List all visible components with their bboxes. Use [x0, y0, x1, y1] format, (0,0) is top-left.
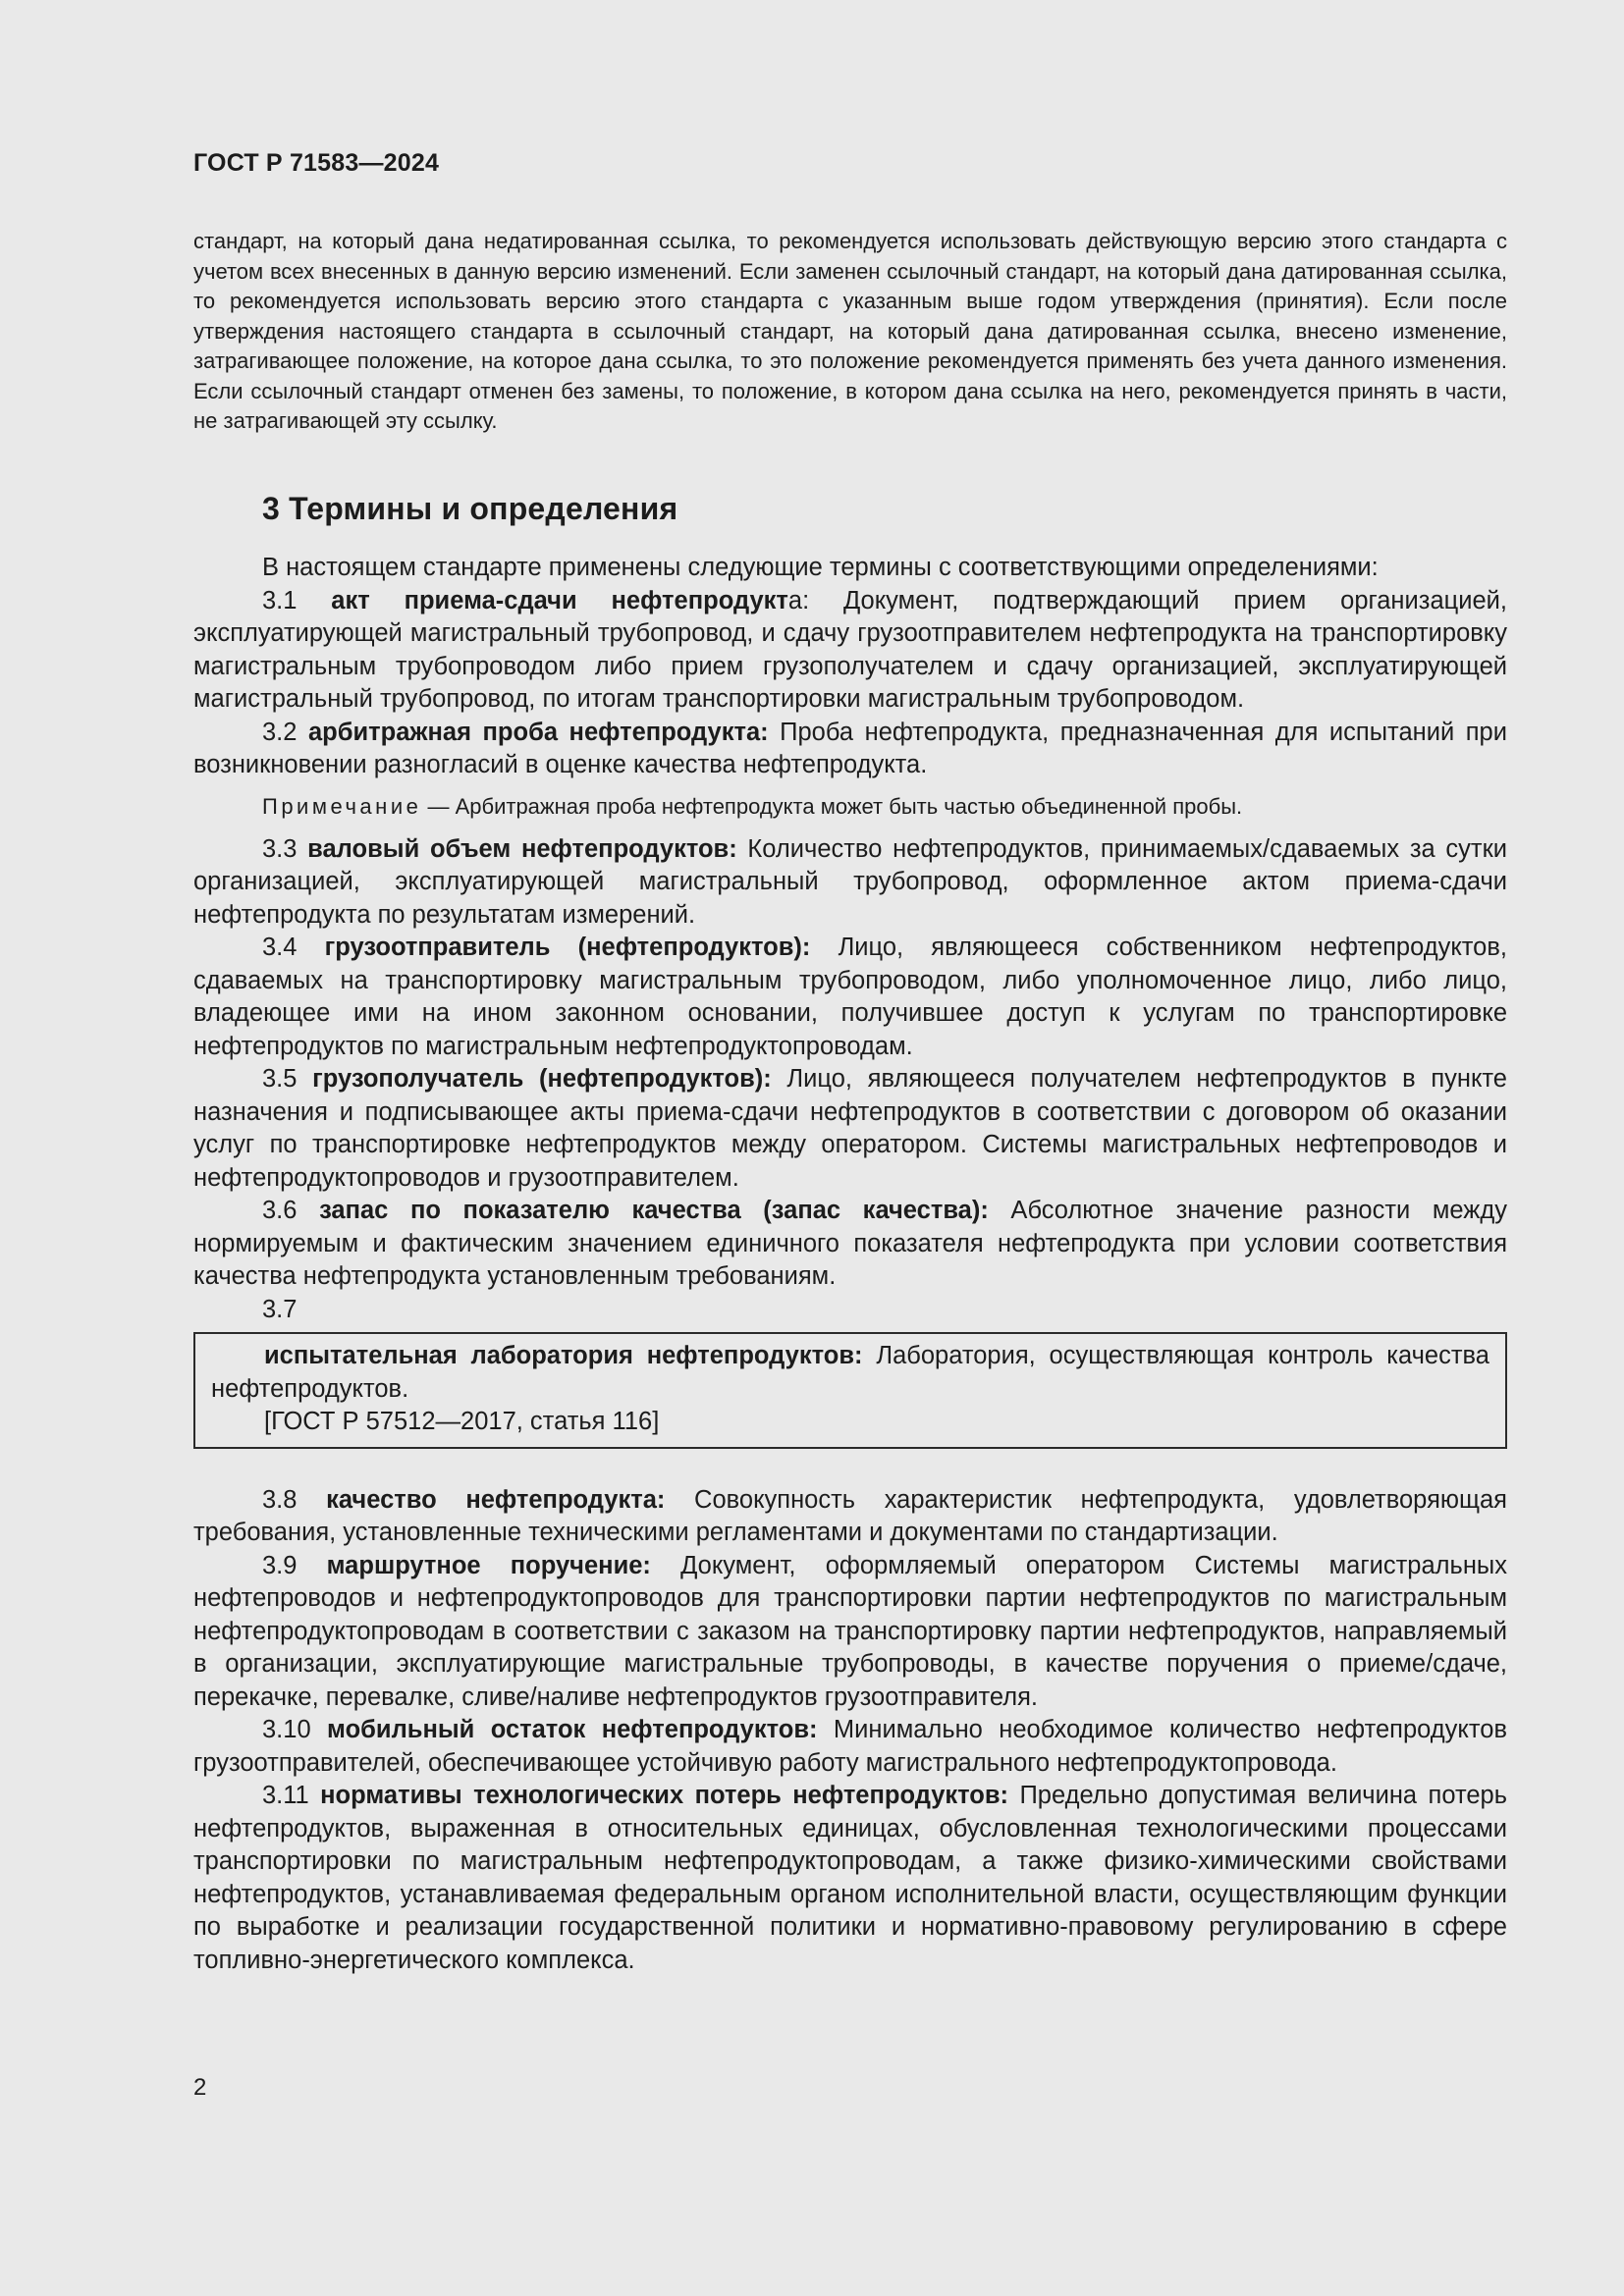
term-number: 3.1	[262, 586, 332, 614]
term-name: арбитражная проба нефтепродукта:	[308, 718, 769, 746]
term-definition: Абсолютное значение разности между нормируемым и фактическим значением единичного показателя нефтепродукта при условии соответствия качества нефтепродукта установленным требованиям.	[193, 1197, 1507, 1290]
term-3-7	[211, 1340, 1489, 1406]
term-3-8	[193, 1484, 1507, 1550]
page-number: 2	[193, 2074, 207, 2101]
term-3-9	[193, 1550, 1507, 1715]
term-definition: Минимально необходимое количество нефтепродуктов грузоотправителей, обеспечивающее устойчивую работу магистрального нефтепродуктопровода.	[193, 1716, 1507, 1777]
section-lead: В настоящем стандарте применены следующие термины с соответствующими определениями:	[262, 554, 1379, 581]
term-3-6	[193, 1195, 1507, 1294]
term-name: грузоотправитель (нефтепродуктов):	[324, 934, 811, 961]
term-number: 3.4	[262, 934, 325, 961]
term-number: 3.5	[262, 1065, 313, 1093]
term-name: грузополучатель (нефтепродуктов):	[312, 1065, 772, 1093]
term-name: запас по показателю качества (запас качества):	[319, 1197, 989, 1224]
intro-paragraph: стандарт, на который дана недатированная ссылка, то рекомендуется использовать действующую версию этого стандарта с учетом всех внесенных в данную версию изменений. Если заменен ссылочный стандарт, на который дана датированная ссылка, то рекомендуется использовать версию этого стандарта с указанным выше годом утверждения (принятия). Если после утверждения настоящего стандарта в ссылочный стандарт, на который дана датированная ссылка, внесено изменение, затрагивающее положение, на которое дана ссылка, то это положение рекомендуется применять без учета данного изменения. Если ссылочный стандарт отменен без замены, то положение, в котором дана ссылка на него, рекомендуется принять в части, не затрагивающей эту ссылку.	[193, 229, 1507, 433]
term-number: 3.11	[262, 1782, 321, 1809]
term-3-10	[193, 1714, 1507, 1780]
term-number: 3.2	[262, 718, 308, 746]
term-name: маршрутное поручение:	[326, 1551, 651, 1579]
term-name: валовый объем нефтепродуктов:	[307, 834, 737, 863]
term-definition: Предельно допустимая величина потерь нефтепродуктов, выраженная в относительных единицах, обусловленная технологическими процессами транспортировки по магистральным нефтепродуктопроводам, а также физико-химическими свойствами нефтепродуктов, устанавливаемая федеральным органом исполнительной власти, осуществляющим функции по выработке и реализации государственной политики и нормативно-правовому регулированию в сфере топливно-энергетического комплекса.	[193, 1782, 1507, 1974]
term-number: 3.3	[262, 834, 308, 863]
note-text: — Арбитражная проба нефтепродукта может быть частью объединенной пробы.	[421, 793, 1243, 819]
term-definition: Лаборатория, осуществляющая контроль качества нефтепродуктов.	[211, 1342, 1489, 1403]
term-3-3	[193, 833, 1507, 933]
term-3-2	[193, 717, 1507, 782]
term-3-7-box	[193, 1332, 1507, 1449]
term-name: акт приема-сдачи нефтепродукт	[331, 586, 788, 614]
document-code: ГОСТ Р 71583—2024	[193, 149, 440, 177]
note-paragraph	[193, 792, 1507, 822]
note-label: Примечание	[262, 793, 422, 819]
section-title: 3 Термины и определения	[262, 491, 678, 526]
term-name: нормативы технологических потерь нефтепродуктов:	[320, 1782, 1009, 1809]
term-3-7-number: 3.7	[262, 1295, 298, 1323]
terms-section	[193, 552, 1507, 1977]
term-definition: Количество нефтепродуктов, принимаемых/сдаваемых за сутки организацией, эксплуатирующей магистральный трубопровод, оформленное актом приема-сдачи нефтепродукта по результатам измерений.	[193, 834, 1507, 929]
term-number: 3.8	[262, 1485, 327, 1514]
term-definition: Лицо, являющееся собственником нефтепродуктов, сдаваемых на транспортировку магистральным трубопроводом, либо уполномоченное лицо, либо лицо, владеющее ими на ином законном основании, получившее доступ к услугам по транспортировке нефтепродуктов по магистральным нефтепродуктопроводам.	[193, 934, 1507, 1060]
term-definition: Совокупность характеристик нефтепродукта, удовлетворяющая требования, установленные техническими регламентами и документами по стандартизации.	[193, 1485, 1507, 1546]
term-3-4	[193, 932, 1507, 1063]
term-number: 3.6	[262, 1197, 320, 1224]
term-number: 3.9	[262, 1551, 327, 1579]
term-number: 3.10	[262, 1716, 328, 1743]
term-citation: [ГОСТ Р 57512—2017, статья 116]	[264, 1408, 660, 1435]
term-name: мобильный остаток нефтепродуктов:	[327, 1716, 818, 1743]
term-3-5	[193, 1063, 1507, 1195]
term-3-1	[193, 585, 1507, 717]
term-definition: Проба нефтепродукта, предназначенная для испытаний при возникновении разногласий в оценке качества нефтепродукта.	[193, 718, 1507, 778]
term-definition: Документ, оформляемый оператором Системы магистральных нефтепроводов и нефтепродуктопроводов для транспортировки партии нефтепродуктов по магистральным нефтепродуктопроводам в соответствии с заказом на транспортировку партии нефтепродуктов, направляемый в организации, эксплуатирующие магистральные трубопроводы, в качестве поручения о приеме/сдаче, перекачке, перевалке, сливе/наливе нефтепродуктов грузоотправителя.	[193, 1551, 1507, 1711]
term-name: испытательная лаборатория нефтепродуктов:	[264, 1342, 863, 1369]
term-3-11	[193, 1780, 1507, 1977]
term-name: качество нефтепродукта:	[326, 1485, 666, 1514]
term-definition: а: Документ, подтверждающий прием организацией, эксплуатирующей магистральный трубопровод, и сдачу грузоотправителем нефтепродукта на транспортировку магистральным трубопроводом либо прием грузополучателем и сдачу организацией, эксплуатирующей магистральный трубопровод, по итогам транспортировки магистральным трубопроводом.	[193, 586, 1507, 713]
term-definition: Лицо, являющееся получателем нефтепродуктов в пункте назначения и подписывающее акты приема-сдачи нефтепродуктов в соответствии с договором об оказании услуг по транспортировке нефтепродуктов между оператором. Системы магистральных нефтепроводов и нефтепродуктопроводов и грузоотправителем.	[193, 1065, 1507, 1192]
